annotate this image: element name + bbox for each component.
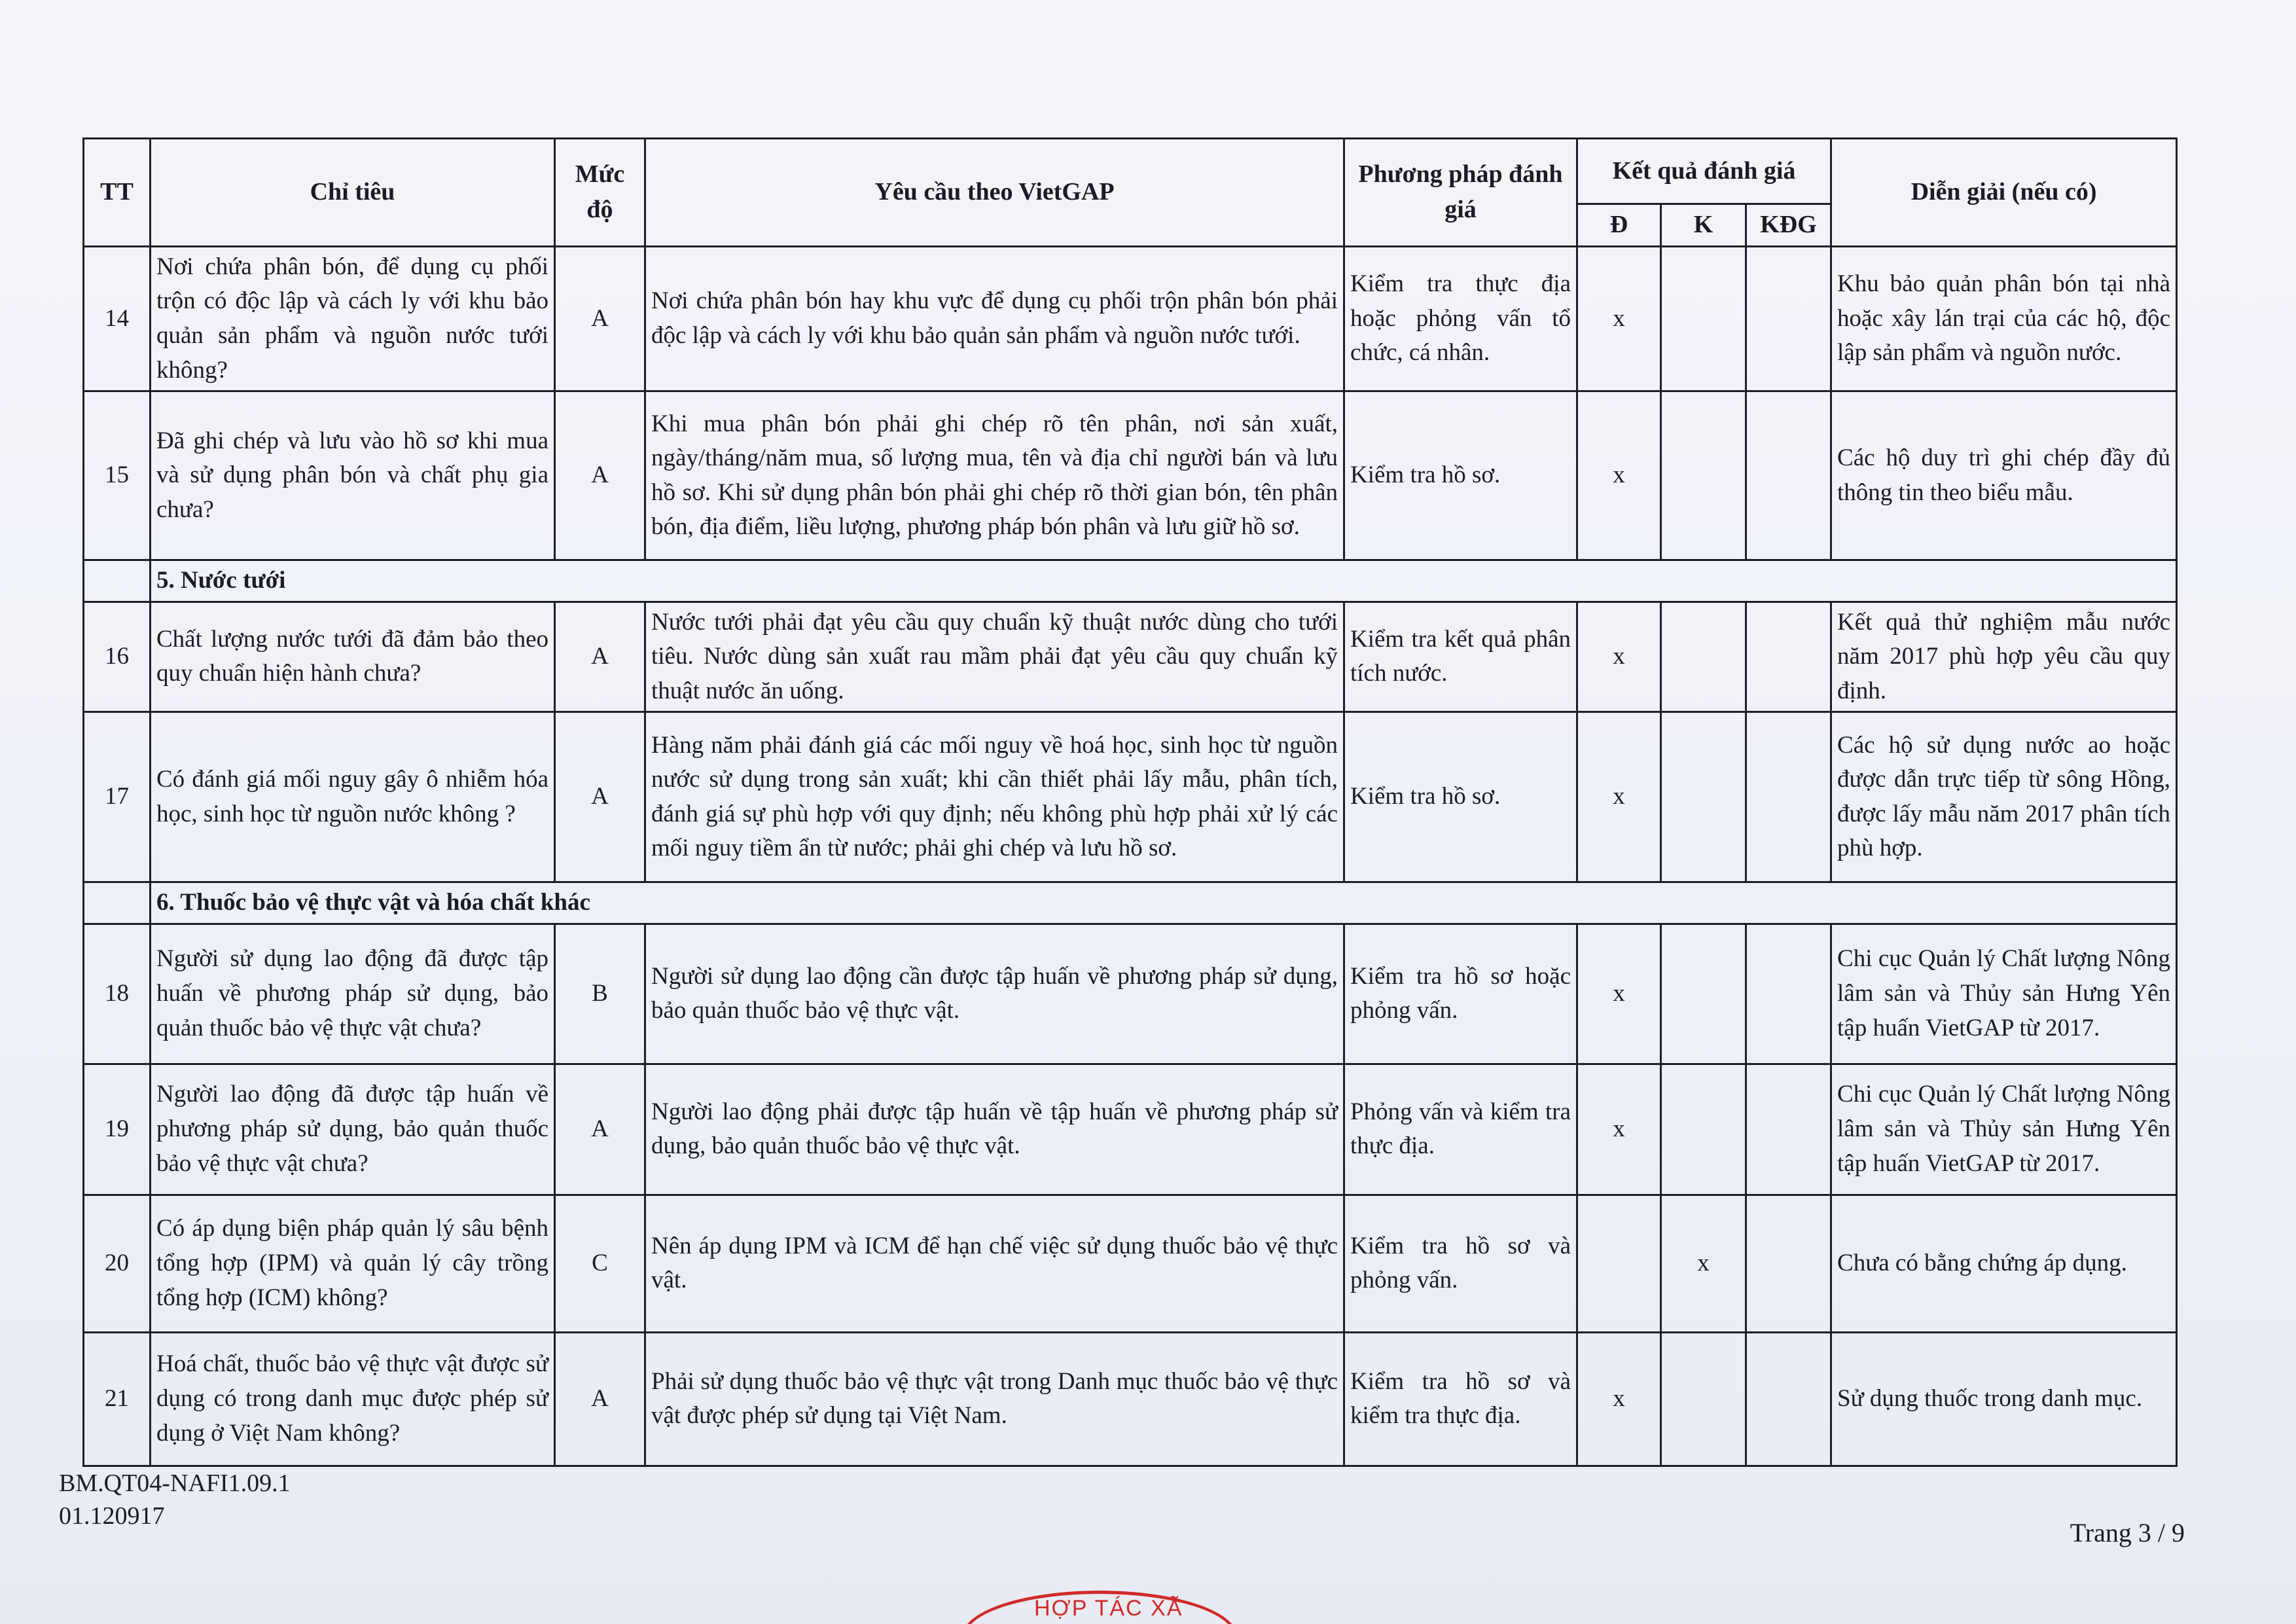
cell-chi-tieu: Người sử dụng lao động đã được tập huấn về phương pháp sử dụng, bảo quản thuốc bảo vệ thực vật chưa? — [151, 924, 555, 1064]
table-row — [84, 1195, 2177, 1332]
cell-result-d — [1577, 1195, 1661, 1332]
cell-dien-giai: Chi cục Quản lý Chất lượng Nông lâm sản và Thủy sản Hưng Yên tập huấn VietGAP từ 2017. — [1831, 1064, 2177, 1195]
cell-muc-do: A — [555, 712, 645, 882]
evaluation-table — [82, 137, 2178, 1467]
section-title: 6. Thuốc bảo vệ thực vật và hóa chất khác — [151, 882, 2177, 924]
cell-muc-do: A — [555, 602, 645, 712]
cell-phuong-phap: Kiểm tra hồ sơ. — [1344, 391, 1577, 560]
table-row — [84, 924, 2177, 1064]
header-dien-giai: Diễn giải (nếu có) — [1831, 139, 2177, 247]
cell-result-kdg — [1746, 391, 1831, 560]
cell-result-d: x — [1577, 712, 1661, 882]
cell-phuong-phap: Kiểm tra kết quả phân tích nước. — [1344, 602, 1577, 712]
cell-muc-do: C — [555, 1195, 645, 1332]
table-row — [84, 1064, 2177, 1195]
cell-phuong-phap: Kiểm tra thực địa hoặc phỏng vấn tổ chức, cá nhân. — [1344, 246, 1577, 391]
cell-phuong-phap: Kiểm tra hồ sơ. — [1344, 712, 1577, 882]
table-row — [84, 712, 2177, 882]
cell-yeu-cau: Hàng năm phải đánh giá các mối nguy về hoá học, sinh học từ nguồn nước sử dụng trong sản xuất; khi cần thiết phải lấy mẫu, phân tích, đánh giá sự phù hợp với quy định; nếu không phù hợp phải xử lý các mối nguy tiềm ẩn từ nước; phải ghi chép và lưu hồ sơ. — [645, 712, 1344, 882]
cell-tt: 18 — [84, 924, 151, 1064]
cell-result-kdg — [1746, 1064, 1831, 1195]
header-d: Đ — [1577, 204, 1661, 247]
cell-yeu-cau: Khi mua phân bón phải ghi chép rõ tên phân, nơi sản xuất, ngày/tháng/năm mua, số lượng mua, tên và địa chỉ người bán và lưu hồ sơ. Khi sử dụng phân bón phải ghi chép rõ thời gian bón, tên phân bón, địa điểm, liều lượng, phương pháp bón phân và lưu giữ hồ sơ. — [645, 391, 1344, 560]
header-k: K — [1661, 204, 1746, 247]
cell-result-k: x — [1661, 1195, 1746, 1332]
cell-tt: 16 — [84, 602, 151, 712]
cell-result-d: x — [1577, 1332, 1661, 1466]
cell-dien-giai: Kết quả thử nghiệm mẫu nước năm 2017 phù hợp yêu cầu quy định. — [1831, 602, 2177, 712]
form-version: 01.120917 — [59, 1502, 165, 1530]
cell-dien-giai: Khu bảo quản phân bón tại nhà hoặc xây lán trại của các hộ, độc lập sản phẩm và nguồn nước. — [1831, 246, 2177, 391]
cell-result-kdg — [1746, 924, 1831, 1064]
cell-result-k — [1661, 602, 1746, 712]
section-row — [84, 882, 2177, 924]
cell-muc-do: A — [555, 246, 645, 391]
cell-result-kdg — [1746, 712, 1831, 882]
cell-dien-giai: Các hộ duy trì ghi chép đầy đủ thông tin theo biểu mẫu. — [1831, 391, 2177, 560]
header-phuong-phap: Phương pháp đánh giá — [1344, 139, 1577, 247]
cell-yeu-cau: Nơi chứa phân bón hay khu vực để dụng cụ phối trộn phân bón phải độc lập và cách ly với khu bảo quản sản phẩm và nguồn nước tưới. — [645, 246, 1344, 391]
header-kdg: KĐG — [1746, 204, 1831, 247]
seal-text: HỢP TÁC XÃ — [1034, 1596, 1183, 1621]
cell-result-kdg — [1746, 1332, 1831, 1466]
cell-tt: 20 — [84, 1195, 151, 1332]
section-title: 5. Nước tưới — [151, 560, 2177, 602]
cell-dien-giai: Chưa có bằng chứng áp dụng. — [1831, 1195, 2177, 1332]
cell-chi-tieu: Người lao động đã được tập huấn về phương pháp sử dụng, bảo quản thuốc bảo vệ thực vật chưa? — [151, 1064, 555, 1195]
header-ket-qua: Kết quả đánh giá — [1577, 139, 1831, 204]
cell-result-kdg — [1746, 1195, 1831, 1332]
cell-yeu-cau: Người lao động phải được tập huấn về tập huấn về phương pháp sử dụng, bảo quản thuốc bảo vệ thực vật. — [645, 1064, 1344, 1195]
table-row — [84, 1332, 2177, 1466]
cell-tt: 19 — [84, 1064, 151, 1195]
cell-muc-do: A — [555, 391, 645, 560]
cell-chi-tieu: Chất lượng nước tưới đã đảm bảo theo quy chuẩn hiện hành chưa? — [151, 602, 555, 712]
cell-muc-do: B — [555, 924, 645, 1064]
cell-chi-tieu: Có áp dụng biện pháp quản lý sâu bệnh tổng hợp (IPM) và quản lý cây trồng tổng hợp (ICM) không? — [151, 1195, 555, 1332]
cell-result-kdg — [1746, 602, 1831, 712]
cell-phuong-phap: Phỏng vấn và kiểm tra thực địa. — [1344, 1064, 1577, 1195]
cell-result-k — [1661, 246, 1746, 391]
cell-result-d: x — [1577, 924, 1661, 1064]
cell-tt: 21 — [84, 1332, 151, 1466]
cell-yeu-cau: Nước tưới phải đạt yêu cầu quy chuẩn kỹ thuật nước dùng cho tưới tiêu. Nước dùng sản xuất rau mầm phải đạt yêu cầu quy chuẩn kỹ thuật nước ăn uống. — [645, 602, 1344, 712]
cell-phuong-phap: Kiểm tra hồ sơ và phỏng vấn. — [1344, 1195, 1577, 1332]
form-code: BM.QT04-NAFI1.09.1 — [59, 1470, 291, 1497]
table-row — [84, 602, 2177, 712]
cell-yeu-cau: Nên áp dụng IPM và ICM để hạn chế việc sử dụng thuốc bảo vệ thực vật. — [645, 1195, 1344, 1332]
cell-result-k — [1661, 712, 1746, 882]
cell-result-d: x — [1577, 602, 1661, 712]
table-row — [84, 246, 2177, 391]
cell-yeu-cau: Phải sử dụng thuốc bảo vệ thực vật trong Danh mục thuốc bảo vệ thực vật được phép sử dụng tại Việt Nam. — [645, 1332, 1344, 1466]
cell-muc-do: A — [555, 1064, 645, 1195]
cooperative-seal — [962, 1591, 1237, 1624]
cell-dien-giai: Sử dụng thuốc trong danh mục. — [1831, 1332, 2177, 1466]
header-tt: TT — [84, 139, 151, 247]
cell-phuong-phap: Kiểm tra hồ sơ và kiểm tra thực địa. — [1344, 1332, 1577, 1466]
cell-result-k — [1661, 1332, 1746, 1466]
cell-phuong-phap: Kiểm tra hồ sơ hoặc phỏng vấn. — [1344, 924, 1577, 1064]
cell-dien-giai: Chi cục Quản lý Chất lượng Nông lâm sản và Thủy sản Hưng Yên tập huấn VietGAP từ 2017. — [1831, 924, 2177, 1064]
cell-result-d: x — [1577, 1064, 1661, 1195]
cell-result-d: x — [1577, 391, 1661, 560]
table-row — [84, 391, 2177, 560]
section-row — [84, 560, 2177, 602]
cell-yeu-cau: Người sử dụng lao động cần được tập huấn về phương pháp sử dụng, bảo quản thuốc bảo vệ thực vật. — [645, 924, 1344, 1064]
cell-result-k — [1661, 391, 1746, 560]
page-number: Trang 3 / 9 — [2070, 1518, 2185, 1547]
cell-chi-tieu: Nơi chứa phân bón, để dụng cụ phối trộn có độc lập và cách ly với khu bảo quản sản phẩm và nguồn nước tưới không? — [151, 246, 555, 391]
cell-chi-tieu: Hoá chất, thuốc bảo vệ thực vật được sử dụng có trong danh mục được phép sử dụng ở Việt Nam không? — [151, 1332, 555, 1466]
cell-result-k — [1661, 924, 1746, 1064]
cell-result-d: x — [1577, 246, 1661, 391]
cell-dien-giai: Các hộ sử dụng nước ao hoặc được dẫn trực tiếp từ sông Hồng, được lấy mẫu năm 2017 phân tích phù hợp. — [1831, 712, 2177, 882]
cell-tt: 17 — [84, 712, 151, 882]
cell-result-kdg — [1746, 246, 1831, 391]
cell-chi-tieu: Đã ghi chép và lưu vào hồ sơ khi mua và sử dụng phân bón và chất phụ gia chưa? — [151, 391, 555, 560]
header-chi-tieu: Chỉ tiêu — [151, 139, 555, 247]
cell-result-k — [1661, 1064, 1746, 1195]
cell-tt: 15 — [84, 391, 151, 560]
cell-muc-do: A — [555, 1332, 645, 1466]
header-muc-do: Mức độ — [555, 139, 645, 247]
cell-tt: 14 — [84, 246, 151, 391]
cell-chi-tieu: Có đánh giá mối nguy gây ô nhiễm hóa học, sinh học từ nguồn nước không ? — [151, 712, 555, 882]
header-yeu-cau: Yêu cầu theo VietGAP — [645, 139, 1344, 247]
